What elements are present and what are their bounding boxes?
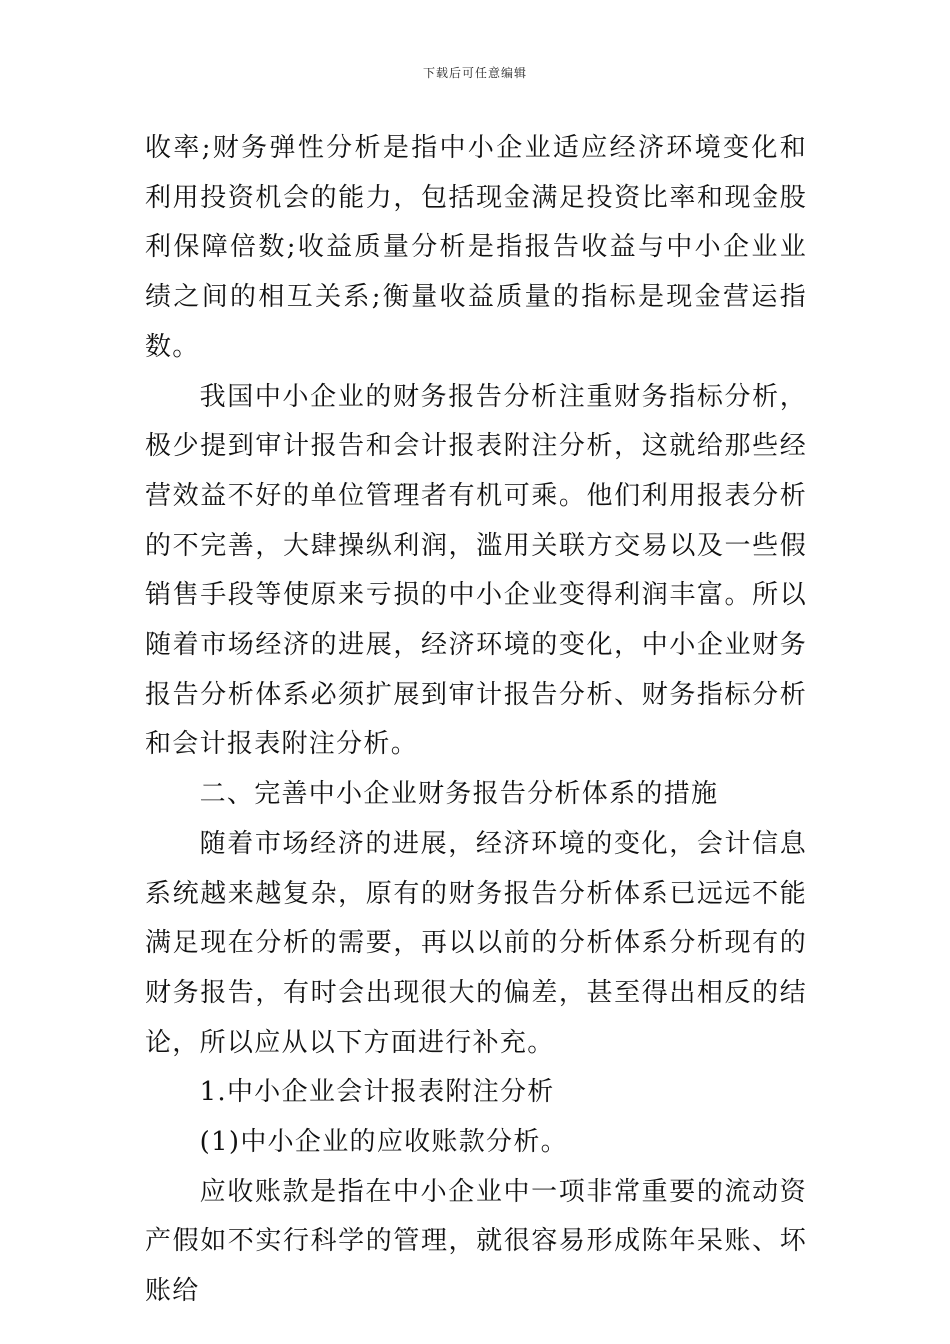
document-body — [145, 124, 807, 1317]
subsection-heading: 1.中小企业会计报表附注分析 — [199, 1077, 555, 1108]
section-heading: 二、完善中小企业财务报告分析体系的措施 — [199, 779, 719, 810]
paragraph-2: 我国中小企业的财务报告分析注重财务指标分析，极少提到审计报告和会计报表附注分析，这就给那些经营效益不好的单位管理者有机可乘。他们利用报表分析的不完善，大肆操纵利润，滥用关联方交易以及一些假销售手段等使原来亏损的中小企业变得利润丰富。所以随着市场经济的进展，经济环境的变化，中小企业财务报告分析体系必须扩展到审计报告分析、财务指标分析和会计报表附注分析。 — [145, 381, 807, 760]
subsection-item: (1)中小企业的应收账款分析。 — [199, 1127, 568, 1158]
paragraph-1: 收率;财务弹性分析是指中小企业适应经济环境变化和利用投资机会的能力，包括现金满足投资比率和现金股利保障倍数;收益质量分析是指报告收益与中小企业业绩之间的相互关系;衡量收益质量的指标是现金营运指数。 — [145, 133, 807, 362]
paragraph-4: 应收账款是指在中小企业中一项非常重要的流动资产假如不实行科学的管理，就很容易形成陈年呆账、坏账给 — [145, 1176, 807, 1307]
paragraph-3: 随着市场经济的进展，经济环境的变化，会计信息系统越来越复杂，原有的财务报告分析体系已远远不能满足现在分析的需要，再以以前的分析体系分析现有的财务报告，有时会出现很大的偏差，甚至得出相反的结论，所以应从以下方面进行补充。 — [145, 828, 807, 1058]
page-header-note: 下载后可任意编辑 — [422, 66, 527, 80]
